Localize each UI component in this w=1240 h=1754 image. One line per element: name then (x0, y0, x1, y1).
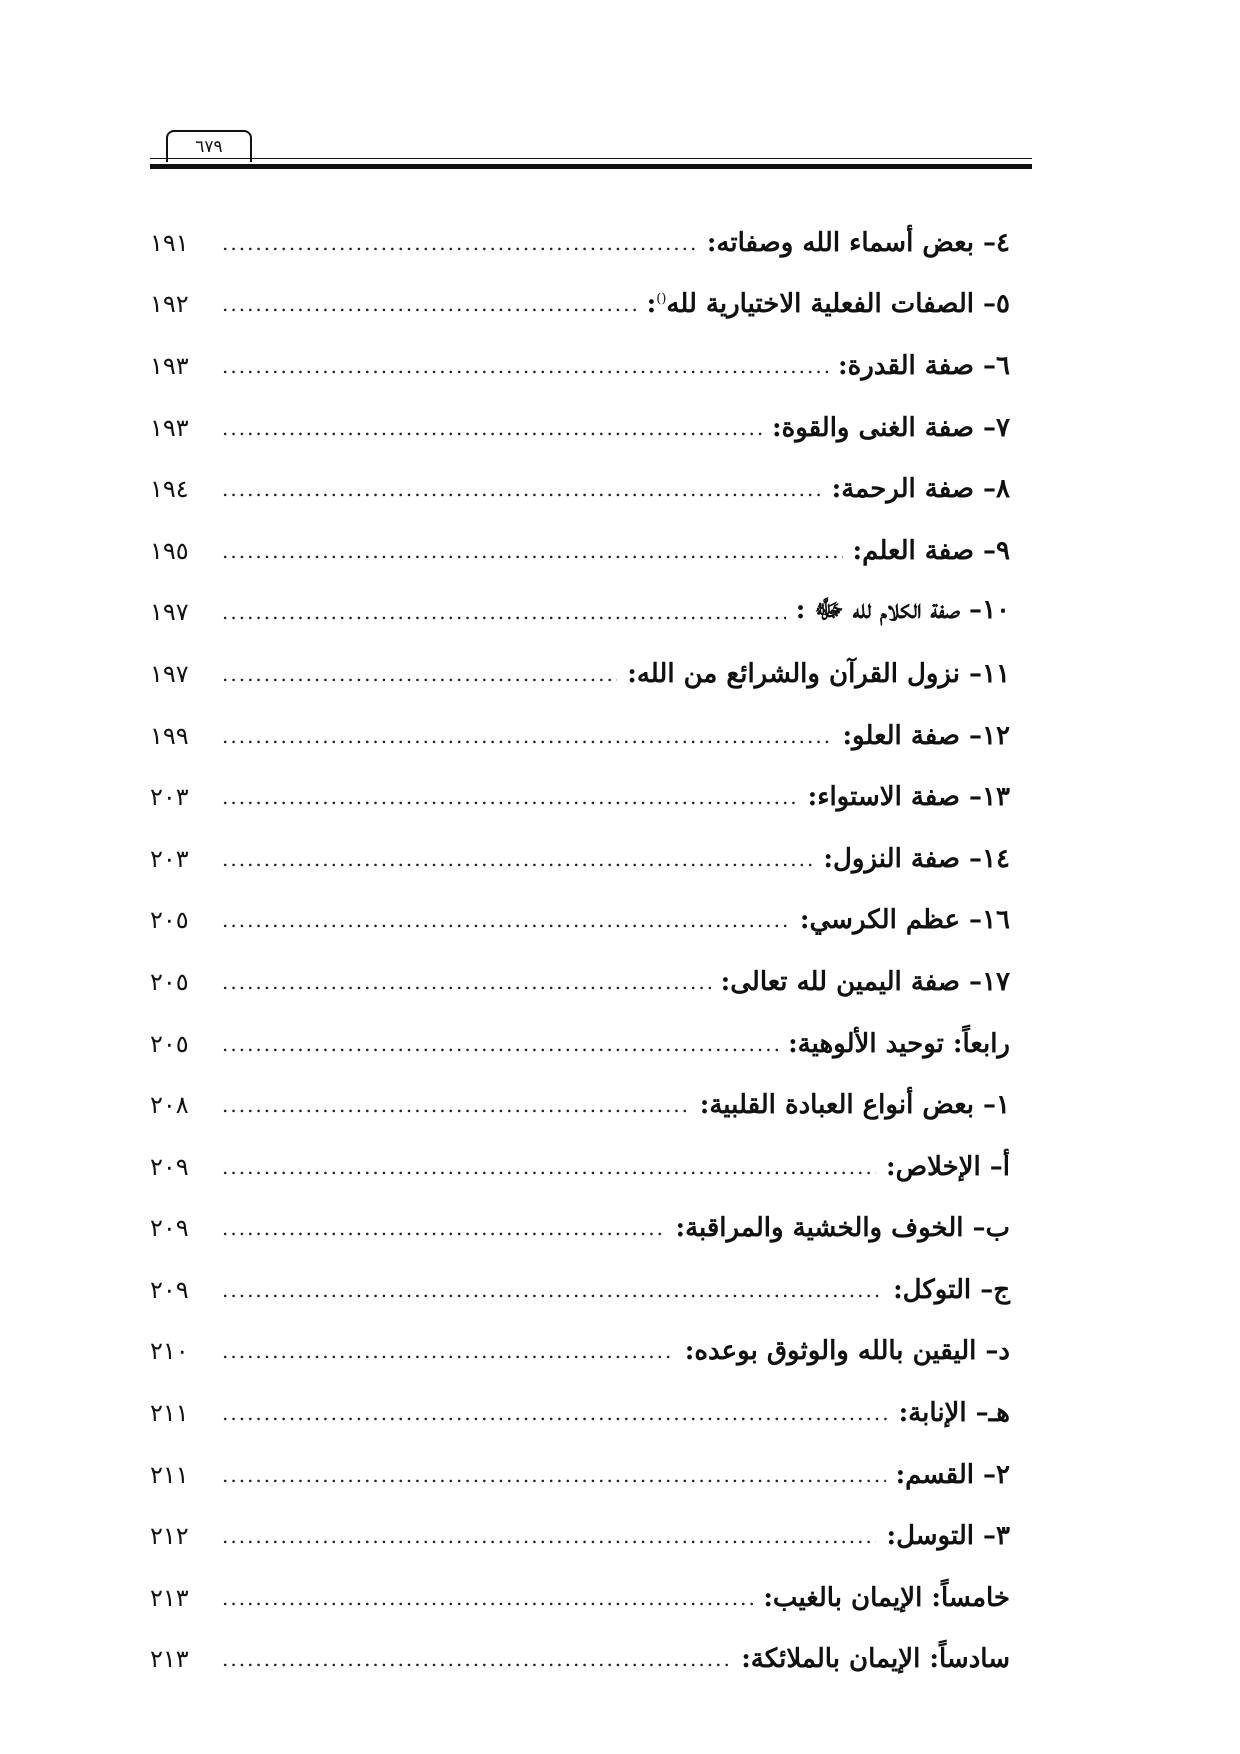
toc-page-number: ١٩١ (150, 228, 189, 257)
toc-row (150, 274, 1010, 336)
toc-entry: ٣– التوسل: (886, 1521, 1010, 1552)
toc-row (150, 397, 1010, 459)
header-rule-thin (150, 158, 1032, 159)
footnote-marker: () (656, 291, 667, 307)
leader-dots (222, 970, 711, 994)
toc-page-number: ١٩٣ (150, 351, 189, 380)
toc-entry-colon: : (646, 289, 657, 320)
leader-dots (222, 847, 813, 871)
toc-row (150, 643, 1010, 705)
leader-dots (222, 600, 786, 624)
toc-entry: ١٤– صفة النزول: (823, 843, 1010, 874)
toc-entry: ٩– صفة العلم: (852, 535, 1010, 566)
toc-entry: ٦– صفة القدرة: (838, 350, 1010, 381)
toc-page-number: ١٩٣ (150, 413, 189, 442)
leader-dots (222, 1647, 731, 1671)
leader-dots (222, 1524, 876, 1548)
toc-row (150, 1567, 1010, 1629)
toc-entry-text: ٥– الصفات الفعلية الاختيارية لله (666, 289, 1010, 320)
toc-entry (641, 289, 1010, 319)
toc-page-number: ١٩٧ (150, 598, 189, 627)
toc-entry: ج– التوكل: (893, 1274, 1010, 1305)
toc-page-number: ٢٠٩ (150, 1152, 189, 1181)
leader-dots (222, 662, 617, 686)
toc-row (150, 951, 1010, 1013)
toc-row (150, 582, 1010, 644)
toc-entry: ٢– القسم: (895, 1459, 1010, 1490)
leader-dots (222, 908, 790, 932)
leader-dots (222, 785, 798, 809)
toc-row (150, 1136, 1010, 1198)
toc-entry: ٨– صفة الرحمة: (831, 474, 1010, 505)
toc-row (150, 1505, 1010, 1567)
toc-entry: ١٠– صفة الكلام لله ﷻ : (795, 595, 1010, 626)
leader-dots (222, 292, 637, 316)
toc-page-number: ٢٠٨ (150, 1091, 189, 1120)
toc-page-number: ٢٠٣ (150, 783, 189, 812)
toc-page-number: ٢٠٣ (150, 844, 189, 873)
toc-row (150, 335, 1010, 397)
toc-entry: خامساً: الإيمان بالغيب: (763, 1582, 1010, 1613)
leader-dots (222, 1339, 675, 1363)
table-of-contents (150, 212, 1010, 1690)
toc-page-number: ٢١٣ (150, 1583, 189, 1612)
leader-dots (222, 1093, 690, 1117)
leader-dots (222, 1586, 753, 1610)
toc-page-number: ١٩٥ (150, 536, 189, 565)
leader-dots (222, 1401, 889, 1425)
leader-dots (222, 231, 697, 255)
toc-page-number: ٢١٢ (150, 1522, 189, 1551)
toc-row (150, 212, 1010, 274)
toc-page-number: ١٩٧ (150, 659, 189, 688)
toc-page-number: ٢٠٩ (150, 1214, 189, 1243)
toc-entry: ١٧– صفة اليمين لله تعالى: (720, 966, 1010, 997)
toc-entry: ١١– نزول القرآن والشرائع من الله: (627, 658, 1010, 689)
toc-entry: أ– الإخلاص: (886, 1151, 1010, 1182)
toc-page-number: ٢٠٩ (150, 1275, 189, 1304)
toc-row (150, 766, 1010, 828)
leader-dots (222, 477, 822, 501)
toc-entry: ١– بعض أنواع العبادة القلبية: (699, 1090, 1010, 1121)
toc-entry: ١٢– صفة العلو: (842, 720, 1010, 751)
leader-dots (222, 354, 828, 378)
toc-row (150, 520, 1010, 582)
toc-entry: سادساً: الإيمان بالملائكة: (741, 1644, 1010, 1675)
page-number-text: ٦٧٩ (195, 137, 223, 157)
toc-page-number: ٢٠٥ (150, 967, 189, 996)
toc-row (150, 1074, 1010, 1136)
toc-row (150, 1629, 1010, 1691)
toc-row (150, 1198, 1010, 1260)
toc-row (150, 705, 1010, 767)
toc-page-number: ٢١١ (150, 1399, 189, 1428)
toc-entry: رابعاً: توحيد الألوهية: (788, 1028, 1010, 1059)
leader-dots (222, 539, 843, 563)
toc-page-number: ٢١١ (150, 1460, 189, 1489)
header-rule-thick (150, 164, 1032, 169)
toc-row (150, 1444, 1010, 1506)
toc-entry: هـ– الإنابة: (898, 1398, 1010, 1429)
leader-dots (222, 1278, 883, 1302)
toc-entry: ٤– بعض أسماء الله وصفاته: (706, 227, 1010, 258)
toc-row (150, 1259, 1010, 1321)
toc-entry: ١٦– عظم الكرسي: (799, 905, 1010, 936)
leader-dots (222, 416, 762, 440)
leader-dots (222, 1463, 886, 1487)
leader-dots (222, 1216, 665, 1240)
toc-page-number: ٢٠٥ (150, 906, 189, 935)
toc-row (150, 1321, 1010, 1383)
toc-page-number: ١٩٢ (150, 290, 189, 319)
leader-dots (222, 724, 832, 748)
toc-page-number: ٢١٠ (150, 1337, 189, 1366)
leader-dots (222, 1032, 778, 1056)
toc-row (150, 828, 1010, 890)
toc-entry: ٧– صفة الغنى والقوة: (771, 412, 1010, 443)
toc-page-number: ٢٠٥ (150, 1029, 189, 1058)
toc-entry: ١٣– صفة الاستواء: (807, 782, 1010, 813)
leader-dots (222, 1155, 876, 1179)
toc-page-number: ١٩٤ (150, 475, 189, 504)
toc-page-number: ١٩٩ (150, 721, 189, 750)
toc-entry: د– اليقين بالله والوثوق بوعده: (684, 1336, 1010, 1367)
toc-entry: ب– الخوف والخشية والمراقبة: (675, 1213, 1010, 1244)
toc-row (150, 458, 1010, 520)
toc-row (150, 890, 1010, 952)
toc-row (150, 1382, 1010, 1444)
toc-page-number: ٢١٣ (150, 1645, 189, 1674)
toc-row (150, 1013, 1010, 1075)
